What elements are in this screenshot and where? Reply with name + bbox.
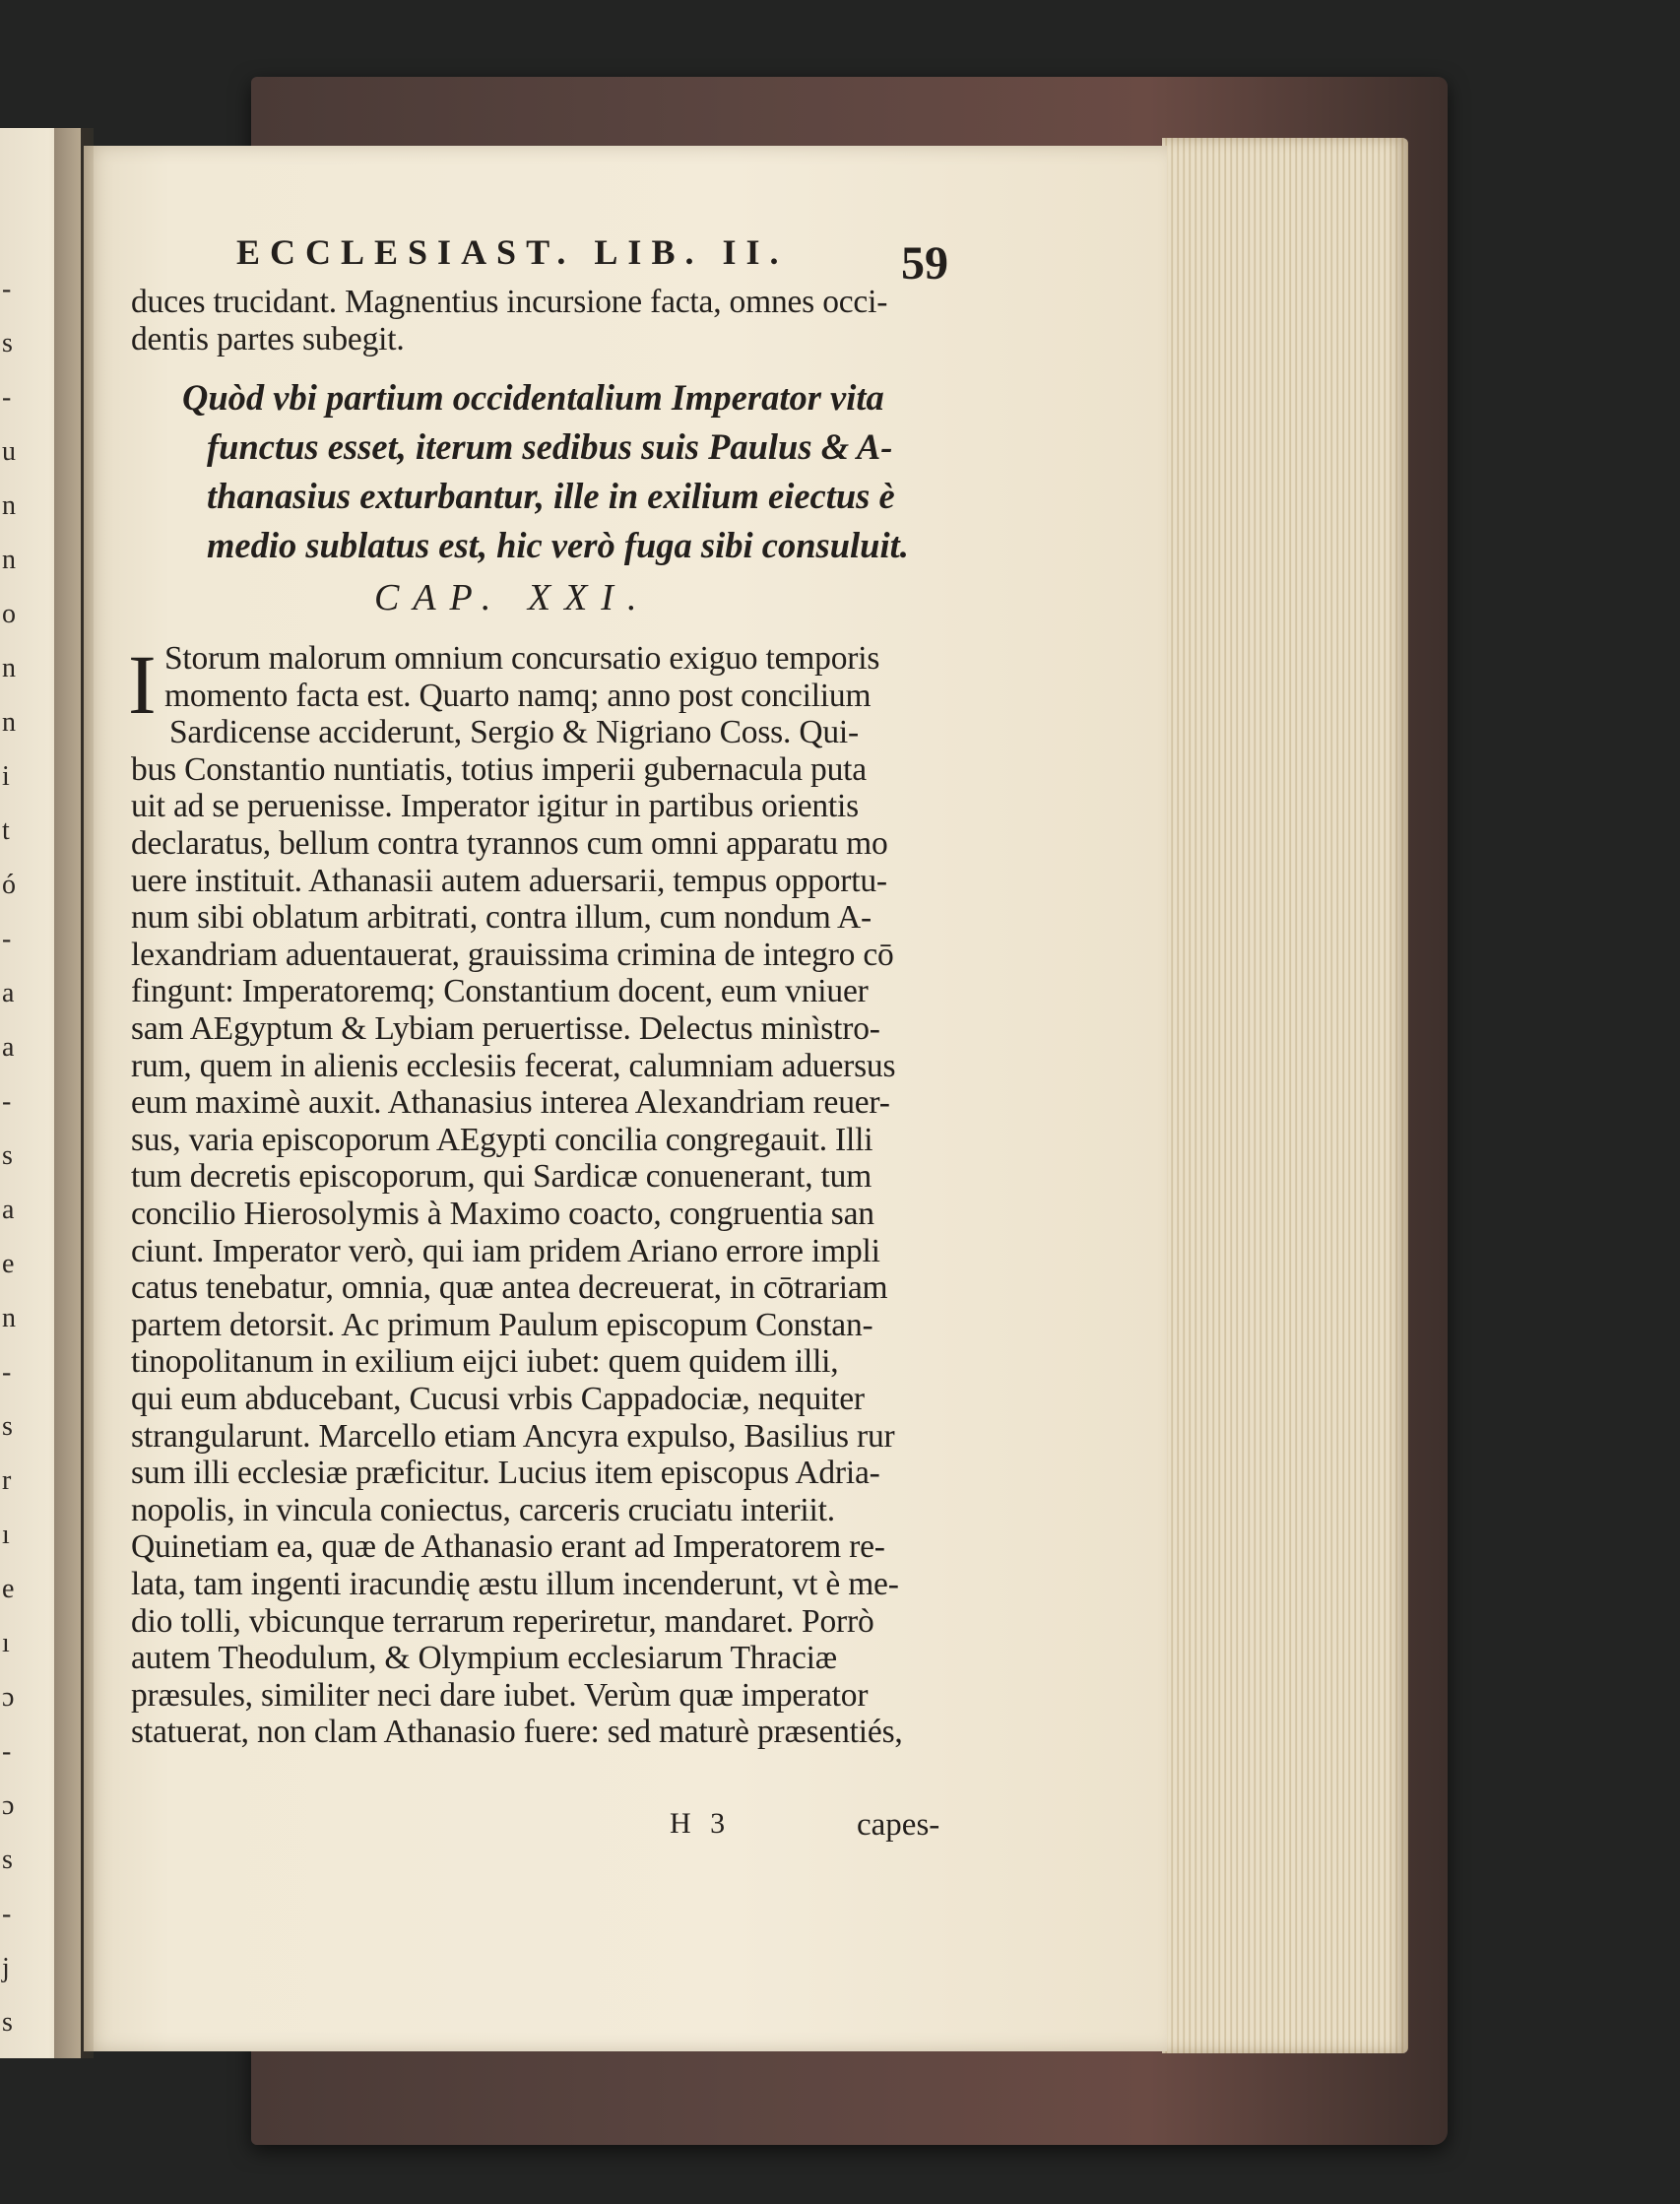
left-page-fragment: -	[2, 1736, 12, 1767]
left-page-fragment: -	[2, 1086, 12, 1117]
body-line: sus, varia episcoporum AEgypti concilia congregauit. Illi	[131, 1121, 873, 1158]
left-page-fragment: n	[2, 490, 16, 521]
left-page-fragment: a	[2, 1195, 15, 1225]
body-line: Quinetiam ea, quæ de Athanasio erant ad Imperatorem re-	[131, 1528, 885, 1566]
chapter-heading: CAP. XXI.	[374, 577, 651, 618]
left-page-fragment: j	[2, 1953, 10, 1983]
left-page-fragment: ı	[2, 1520, 10, 1550]
body-line: præsules, similiter neci dare iubet. Verùm quæ imperator	[131, 1676, 869, 1714]
left-page-fragment: n	[2, 707, 16, 738]
body-line: sum illi ecclesiæ præficitur. Lucius item episcopus Adria-	[131, 1455, 880, 1492]
chapter-summary-line: Quòd vbi partium occidentalium Imperator vita	[182, 377, 884, 418]
body-line: sam AEgyptum & Lybiam peruertisse. Delectus minìstro-	[131, 1010, 880, 1047]
left-page-fragment: e	[2, 1574, 15, 1604]
body-line: lexandriam aduentauerat, grauissima crimina de integro cō	[131, 936, 894, 973]
body-line: concilio Hierosolymis à Maximo coacto, congruentia san	[131, 1196, 874, 1232]
body-line: Storum malorum omnium concursatio exiguo temporis	[164, 640, 880, 677]
left-page-fragment: -	[2, 924, 12, 954]
body-line: partem detorsit. Ac primum Paulum episcopum Constan-	[131, 1306, 873, 1343]
left-page-fragment: s	[2, 328, 13, 358]
left-page-fragment: s	[2, 1411, 13, 1442]
left-page-fragment: n	[2, 1303, 16, 1333]
initial-letter: I	[128, 637, 157, 732]
left-page-fragment: i	[2, 761, 10, 792]
left-page-fragment: n	[2, 545, 16, 575]
body-line: qui eum abducebant, Cucusi vrbis Cappadociæ, nequiter	[131, 1381, 865, 1417]
body-line: uere instituit. Athanasii autem aduersarii, tempus opportu-	[131, 862, 887, 899]
left-page-fragment: -	[2, 274, 12, 304]
body-line: nopolis, in vincula coniectus, carceris cruciatu interiit.	[131, 1491, 835, 1528]
page-number: 59	[901, 237, 948, 290]
left-page-fragment: a	[2, 1032, 15, 1063]
body-line: momento facta est. Quarto namq; anno post concilium	[164, 677, 872, 714]
body-line: dio tolli, vbicunque terrarum reperiretur, mandaret. Porrò	[131, 1602, 874, 1640]
chapter-summary-line: functus esset, iterum sedibus suis Paulus & A-	[207, 426, 893, 467]
opening-line: duces trucidant. Magnentius incursione facta, omnes occi-	[131, 284, 888, 320]
left-page-fragment: -	[2, 1357, 12, 1388]
left-page-fragment: s	[2, 1140, 13, 1171]
body-line: uit ad se peruenisse. Imperator igitur in partibus orientis	[131, 788, 859, 825]
body-line: rum, quem in alienis ecclesiis fecerat, calumniam aduersus	[131, 1047, 896, 1084]
body-line: fingunt: Imperatoremq; Constantium docent, eum vniuer	[131, 973, 869, 1010]
body-line: tum decretis episcoporum, qui Sardicæ conuenerant, tum	[131, 1158, 872, 1196]
left-page-fragment: r	[2, 1465, 12, 1496]
left-page-fragment: s	[2, 2007, 13, 2038]
page-edges	[1162, 138, 1408, 2053]
opening-line: dentis partes subegit.	[131, 321, 405, 357]
body-line: num sibi oblatum arbitrati, contra illum, cum nondum A-	[131, 899, 872, 937]
body-line: lata, tam ingenti iracundię æstu illum incenderunt, vt è me-	[131, 1566, 899, 1602]
body-line: strangularunt. Marcello etiam Ancyra expulso, Basilius rur	[131, 1417, 895, 1455]
left-page-fragment: t	[2, 815, 10, 846]
body-line: statuerat, non clam Athanasio fuere: sed maturè præsentiés,	[131, 1714, 903, 1751]
body-line: Sardicense acciderunt, Sergio & Nigriano Coss. Qui-	[169, 714, 859, 751]
left-page-fragment: ı	[2, 1628, 10, 1658]
left-page-fragment: ó	[2, 870, 16, 900]
body-line: catus tenebatur, omnia, quæ antea decreuerat, in cōtrariam	[131, 1269, 888, 1307]
body-line: declaratus, bellum contra tyrannos cum omni apparatu mo	[131, 825, 888, 862]
left-page-fragment: u	[2, 436, 16, 467]
body-line: autem Theodulum, & Olympium ecclesiarum Thraciæ	[131, 1640, 837, 1677]
body-line: bus Constantio nuntiatis, totius imperii gubernacula puta	[131, 750, 867, 788]
left-page-fragment: -	[2, 382, 12, 413]
chapter-summary-line: thanasius exturbantur, ille in exilium eiectus è	[207, 476, 895, 516]
left-page-fragment: a	[2, 978, 15, 1008]
body-line: ciunt. Imperator verò, qui iam pridem Ariano errore impli	[131, 1232, 880, 1269]
left-page-fragment: e	[2, 1249, 15, 1279]
left-page-fragment: ɔ	[2, 1790, 15, 1821]
left-page-fragment: n	[2, 653, 16, 683]
signature-mark: H 3	[670, 1807, 732, 1840]
catchword: capes-	[857, 1807, 940, 1843]
chapter-summary-line: medio sublatus est, hic verò fuga sibi consuluit.	[207, 525, 909, 565]
left-page-fragment: o	[2, 599, 16, 629]
running-head: ECCLESIAST. LIB. II.	[236, 232, 789, 272]
left-page-fragment: -	[2, 1899, 12, 1929]
body-line: tinopolitanum in exilium eijci iubet: quem quidem illi,	[131, 1343, 839, 1381]
left-page-fragment: ɔ	[2, 1682, 15, 1713]
body-line: eum maximè auxit. Athanasius interea Alexandriam reuer-	[131, 1084, 890, 1122]
gutter-shadow	[54, 128, 94, 2058]
left-page-fragment: s	[2, 1845, 13, 1875]
